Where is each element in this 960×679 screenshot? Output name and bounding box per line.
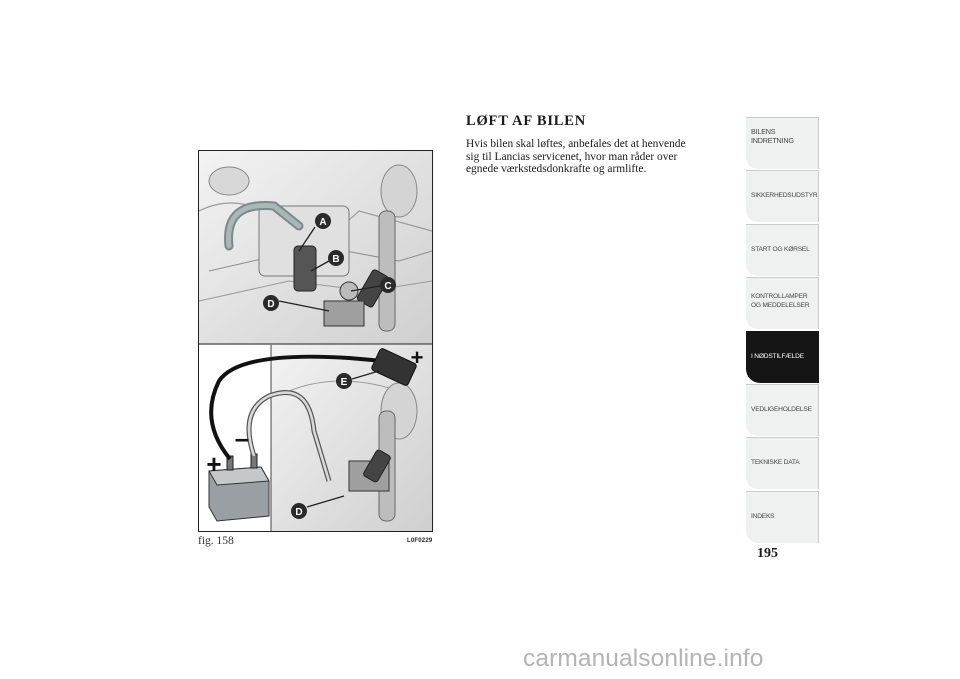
- tab-label: SIKKERHEDSUDSTYR: [751, 192, 818, 200]
- callout-c-label: C: [384, 281, 392, 292]
- tab-bilens-indretning[interactable]: [746, 117, 819, 169]
- figure-caption: fig. 158: [198, 535, 234, 547]
- tab-label: INDRETNING: [751, 136, 794, 145]
- tab-label: I NØDSTILFÆLDE: [751, 352, 804, 360]
- tab-indeks[interactable]: [746, 491, 819, 543]
- body-line: sig til Lancias servicenet, hvor man råder over: [466, 150, 678, 163]
- tab-label: BILENS: [751, 127, 776, 136]
- tab-kontrollamper[interactable]: [746, 277, 819, 329]
- tab-label: INDEKS: [751, 512, 775, 520]
- tab-vedligeholdelse[interactable]: [746, 384, 819, 436]
- tab-start-og-korsel[interactable]: [746, 224, 819, 276]
- tab-sikkerhedsudstyr[interactable]: [746, 170, 819, 222]
- watermark: carmanualsonline.info: [523, 645, 764, 672]
- tab-label: TEKNISKE DATA: [751, 459, 800, 467]
- engine-bay-top: [199, 151, 432, 344]
- tab-tekniske-data[interactable]: [746, 437, 819, 489]
- section-body: [466, 138, 731, 176]
- tab-label: START OG KØRSEL: [751, 245, 810, 253]
- callout-e-label: E: [340, 377, 348, 388]
- tab-i-nodstilfaelde[interactable]: [746, 331, 819, 383]
- page-number: 195: [757, 546, 778, 561]
- minus-sign-battery: –: [234, 423, 250, 453]
- callout-b-label: B: [332, 254, 340, 265]
- plus-sign-clamp: +: [410, 345, 424, 370]
- body-line: egnede værkstedsdonkrafte og armlifte.: [466, 163, 647, 176]
- plus-sign-battery: +: [206, 449, 222, 479]
- tab-label: KONTROLLAMPER: [751, 293, 808, 301]
- body-line: Hvis bilen skal løftes, anbefales det at henvende: [466, 138, 686, 150]
- callout-d-top-label: D: [267, 299, 275, 310]
- section-title: LØFT AF BILEN: [466, 113, 586, 129]
- callout-d-bottom-label: D: [295, 507, 303, 518]
- figure-code: L0F0229: [407, 538, 433, 544]
- callout-a-label: A: [319, 217, 327, 228]
- jump-start-illustration: [198, 150, 433, 532]
- tab-label: VEDLIGEHOLDELSE: [751, 405, 812, 413]
- tab-label: OG MEDDELELSER: [751, 302, 810, 310]
- chapter-tabs: [746, 117, 819, 544]
